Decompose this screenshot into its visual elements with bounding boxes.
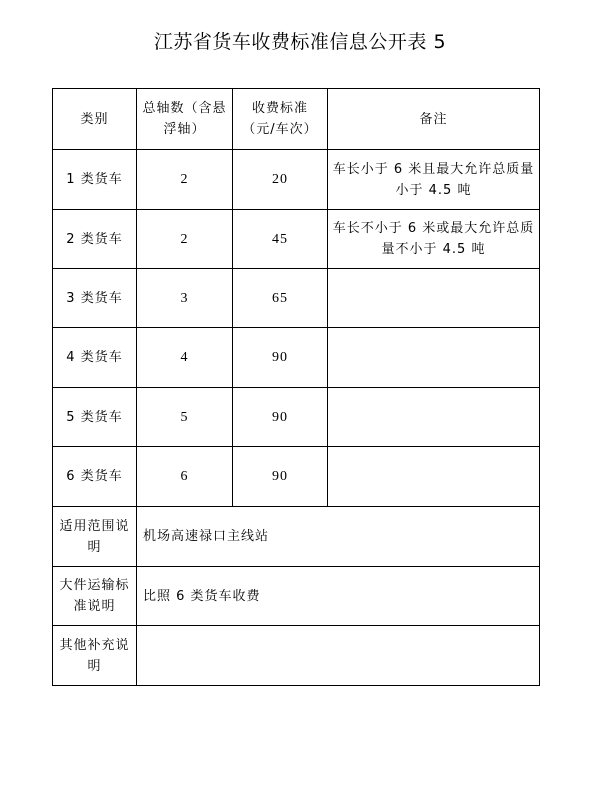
row-axles: 6 bbox=[137, 447, 233, 507]
row-category: 6 类货车 bbox=[53, 447, 137, 507]
row-fee: 90 bbox=[233, 388, 328, 447]
note-row-scope bbox=[53, 507, 540, 567]
row-axles: 3 bbox=[137, 269, 233, 328]
note-label: 大件运输标准说明 bbox=[53, 567, 137, 626]
row-axles: 4 bbox=[137, 328, 233, 388]
row-fee: 90 bbox=[233, 447, 328, 507]
note-row-other bbox=[53, 626, 540, 686]
row-category: 5 类货车 bbox=[53, 388, 137, 447]
note-value: 比照 6 类货车收费 bbox=[137, 567, 540, 626]
row-category: 4 类货车 bbox=[53, 328, 137, 388]
row-fee: 65 bbox=[233, 269, 328, 328]
table-row bbox=[53, 388, 540, 447]
row-category: 3 类货车 bbox=[53, 269, 137, 328]
note-row-oversize bbox=[53, 567, 540, 626]
table-row bbox=[53, 328, 540, 388]
table-row bbox=[53, 447, 540, 507]
row-fee: 45 bbox=[233, 210, 328, 269]
table-row bbox=[53, 269, 540, 328]
header-axles: 总轴数（含悬浮轴） bbox=[137, 89, 233, 150]
row-remark: 车长不小于 6 米或最大允许总质量不小于 4.5 吨 bbox=[328, 210, 540, 269]
row-remark bbox=[328, 328, 540, 388]
table-row bbox=[53, 210, 540, 269]
page-title: 江苏省货车收费标准信息公开表 5 bbox=[153, 31, 447, 53]
table-row bbox=[53, 150, 540, 210]
row-fee: 90 bbox=[233, 328, 328, 388]
note-value: 机场高速禄口主线站 bbox=[137, 507, 540, 567]
row-axles: 2 bbox=[137, 210, 233, 269]
row-remark: 车长小于 6 米且最大允许总质量小于 4.5 吨 bbox=[328, 150, 540, 210]
row-axles: 5 bbox=[137, 388, 233, 447]
row-category: 1 类货车 bbox=[53, 150, 137, 210]
header-remark: 备注 bbox=[328, 89, 540, 150]
row-remark bbox=[328, 388, 540, 447]
note-label: 适用范围说明 bbox=[53, 507, 137, 567]
row-fee: 20 bbox=[233, 150, 328, 210]
note-value bbox=[137, 626, 540, 686]
header-row bbox=[53, 89, 540, 150]
row-axles: 2 bbox=[137, 150, 233, 210]
row-remark bbox=[328, 269, 540, 328]
header-fee: 收费标准（元/车次） bbox=[233, 89, 328, 150]
row-remark bbox=[328, 447, 540, 507]
row-category: 2 类货车 bbox=[53, 210, 137, 269]
header-category: 类别 bbox=[53, 89, 137, 150]
note-label: 其他补充说明 bbox=[53, 626, 137, 686]
fee-table bbox=[52, 88, 540, 686]
